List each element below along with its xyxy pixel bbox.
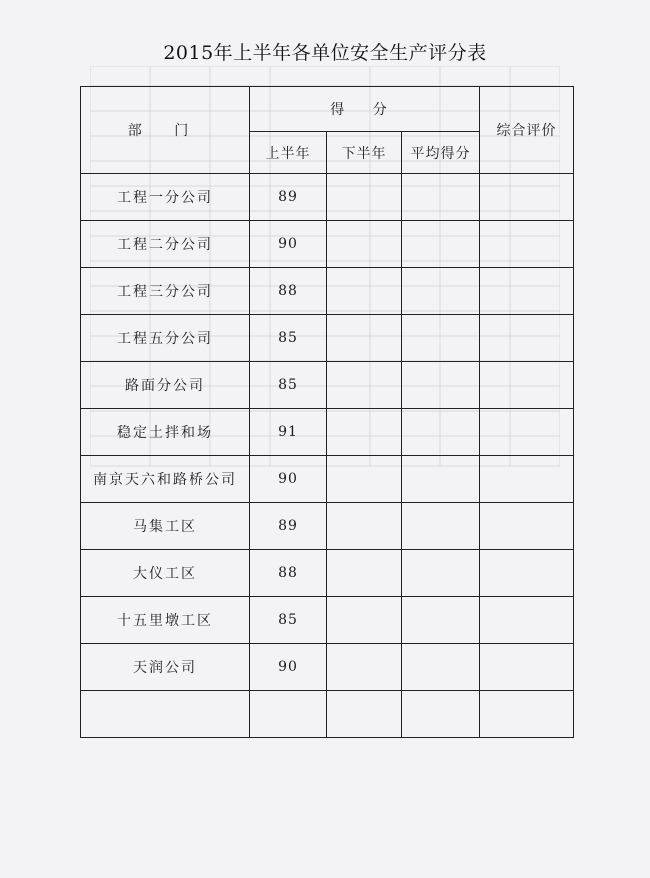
table-row	[81, 268, 574, 315]
first-half-score-cell: 85	[250, 362, 327, 409]
average-score-cell	[402, 409, 480, 456]
table-row	[81, 644, 574, 691]
first-half-score-cell: 88	[250, 550, 327, 597]
evaluation-cell	[480, 644, 574, 691]
evaluation-cell	[480, 315, 574, 362]
department-cell: 十五里墩工区	[81, 597, 250, 644]
first-half-score-cell: 89	[250, 174, 327, 221]
department-cell: 稳定土拌和场	[81, 409, 250, 456]
first-half-score-cell: 90	[250, 456, 327, 503]
evaluation-cell	[480, 362, 574, 409]
first-half-score-cell: 88	[250, 268, 327, 315]
second-half-score-cell	[327, 409, 402, 456]
evaluation-cell	[480, 691, 574, 738]
table-row	[81, 550, 574, 597]
page-title: 2015年上半年各单位安全生产评分表	[163, 42, 487, 64]
department-header: 部 门	[81, 87, 250, 174]
department-cell: 工程三分公司	[81, 268, 250, 315]
average-score-cell	[402, 456, 480, 503]
department-cell: 马集工区	[81, 503, 250, 550]
department-cell	[81, 691, 250, 738]
first-half-score-cell: 91	[250, 409, 327, 456]
second-half-header: 下半年	[327, 132, 402, 174]
average-score-cell	[402, 597, 480, 644]
evaluation-cell	[480, 597, 574, 644]
second-half-score-cell	[327, 268, 402, 315]
safety-score-table	[80, 86, 574, 738]
average-header: 平均得分	[402, 132, 480, 174]
second-half-score-cell	[327, 221, 402, 268]
table-row	[81, 362, 574, 409]
department-cell: 工程二分公司	[81, 221, 250, 268]
evaluation-cell	[480, 503, 574, 550]
score-header: 得 分	[250, 87, 480, 132]
second-half-score-cell	[327, 315, 402, 362]
table-row	[81, 503, 574, 550]
second-half-score-cell	[327, 362, 402, 409]
evaluation-cell	[480, 550, 574, 597]
evaluation-cell	[480, 268, 574, 315]
average-score-cell	[402, 362, 480, 409]
table-row	[81, 456, 574, 503]
first-half-score-cell: 90	[250, 644, 327, 691]
second-half-score-cell	[327, 456, 402, 503]
evaluation-cell	[480, 409, 574, 456]
department-cell: 路面分公司	[81, 362, 250, 409]
average-score-cell	[402, 644, 480, 691]
header-row-top	[81, 87, 574, 132]
table-row	[81, 221, 574, 268]
second-half-score-cell	[327, 550, 402, 597]
department-cell: 工程五分公司	[81, 315, 250, 362]
department-cell: 工程一分公司	[81, 174, 250, 221]
first-half-score-cell	[250, 691, 327, 738]
table-row	[81, 409, 574, 456]
average-score-cell	[402, 503, 480, 550]
second-half-score-cell	[327, 503, 402, 550]
first-half-score-cell: 89	[250, 503, 327, 550]
first-half-score-cell: 90	[250, 221, 327, 268]
department-cell: 天润公司	[81, 644, 250, 691]
second-half-score-cell	[327, 691, 402, 738]
evaluation-cell	[480, 456, 574, 503]
average-score-cell	[402, 268, 480, 315]
average-score-cell	[402, 221, 480, 268]
average-score-cell	[402, 691, 480, 738]
first-half-score-cell: 85	[250, 597, 327, 644]
evaluation-header: 综合评价	[480, 87, 574, 174]
first-half-header: 上半年	[250, 132, 327, 174]
evaluation-cell	[480, 221, 574, 268]
table-row	[81, 315, 574, 362]
department-cell: 南京天六和路桥公司	[81, 456, 250, 503]
second-half-score-cell	[327, 644, 402, 691]
table-row	[81, 174, 574, 221]
average-score-cell	[402, 174, 480, 221]
average-score-cell	[402, 315, 480, 362]
department-cell: 大仪工区	[81, 550, 250, 597]
evaluation-cell	[480, 174, 574, 221]
second-half-score-cell	[327, 174, 402, 221]
first-half-score-cell: 85	[250, 315, 327, 362]
average-score-cell	[402, 550, 480, 597]
table-row	[81, 691, 574, 738]
table-row	[81, 597, 574, 644]
second-half-score-cell	[327, 597, 402, 644]
